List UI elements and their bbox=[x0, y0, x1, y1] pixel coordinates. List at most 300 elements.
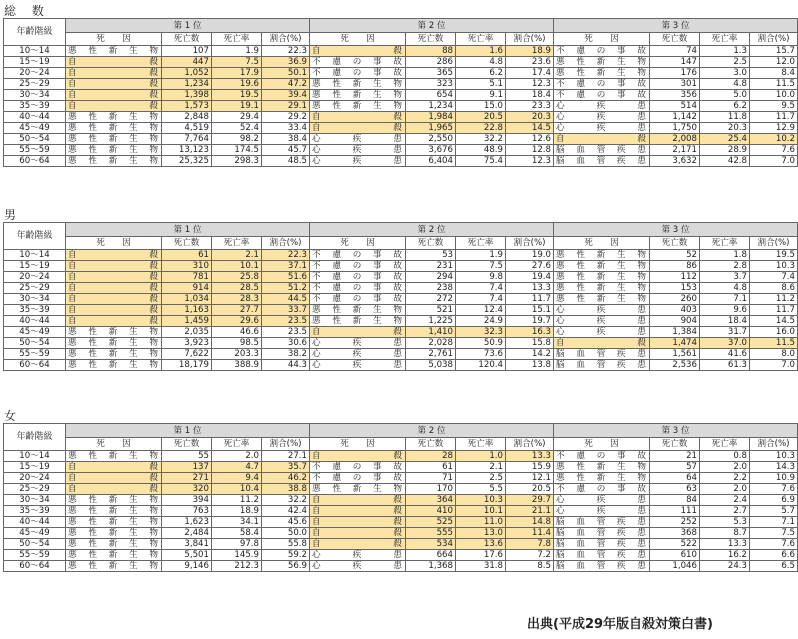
cause-cell: 自殺 bbox=[66, 79, 162, 90]
cause-cell: 自殺 bbox=[310, 517, 406, 528]
deaths-cell: 84 bbox=[650, 495, 700, 506]
table-row bbox=[4, 528, 798, 539]
share-cell: 9.5 bbox=[750, 101, 798, 112]
share-cell: 20.5 bbox=[506, 484, 554, 495]
rate-cell: 28.3 bbox=[212, 294, 262, 305]
table-row bbox=[4, 349, 798, 360]
share-cell: 10.3 bbox=[750, 261, 798, 272]
deaths-cell: 1,561 bbox=[650, 349, 700, 360]
rate-cell: 48.9 bbox=[456, 145, 506, 156]
cause-cell: 不慮の事故 bbox=[554, 484, 650, 495]
table-row bbox=[4, 294, 798, 305]
cause-cell: 脳血管疾患 bbox=[554, 539, 650, 550]
deaths-cell: 137 bbox=[162, 462, 212, 473]
table-row bbox=[4, 539, 798, 550]
cause-cell: 悪性新生物 bbox=[66, 539, 162, 550]
share-cell: 39.4 bbox=[262, 90, 310, 101]
deaths-cell: 18,179 bbox=[162, 360, 212, 371]
deaths-cell: 1,459 bbox=[162, 316, 212, 327]
deaths-cell: 2,848 bbox=[162, 112, 212, 123]
share-cell: 29.7 bbox=[506, 495, 554, 506]
section-title-male: 男 bbox=[4, 208, 23, 222]
deaths-cell: 1,984 bbox=[406, 112, 456, 123]
rate-cell: 29.4 bbox=[212, 112, 262, 123]
table-row bbox=[4, 462, 798, 473]
column-header: 死 因 bbox=[554, 33, 650, 46]
cause-cell: 悪性新生物 bbox=[554, 57, 650, 68]
table-row bbox=[4, 305, 798, 316]
rate-cell: 2.0 bbox=[700, 462, 750, 473]
cause-cell: 脳血管疾患 bbox=[554, 156, 650, 167]
share-cell: 15.1 bbox=[506, 305, 554, 316]
rank-header: 第 2 位 bbox=[310, 223, 554, 237]
cause-cell: 自殺 bbox=[310, 539, 406, 550]
deaths-cell: 2,550 bbox=[406, 134, 456, 145]
deaths-cell: 534 bbox=[406, 539, 456, 550]
deaths-cell: 64 bbox=[650, 473, 700, 484]
rate-cell: 2.1 bbox=[456, 462, 506, 473]
cause-cell: 悪性新生物 bbox=[310, 79, 406, 90]
rate-cell: 28.5 bbox=[212, 283, 262, 294]
rate-cell: 73.6 bbox=[456, 349, 506, 360]
table-row bbox=[4, 145, 798, 156]
cause-cell: 心疾患 bbox=[310, 561, 406, 572]
deaths-cell: 3,841 bbox=[162, 539, 212, 550]
deaths-cell: 394 bbox=[162, 495, 212, 506]
share-cell: 7.8 bbox=[506, 539, 554, 550]
cause-cell: 自殺 bbox=[66, 250, 162, 261]
share-cell: 38.8 bbox=[262, 484, 310, 495]
share-cell: 38.4 bbox=[262, 134, 310, 145]
rate-cell: 298.3 bbox=[212, 156, 262, 167]
rate-cell: 9.4 bbox=[212, 473, 262, 484]
column-header: 割合(%) bbox=[506, 33, 554, 46]
table-row bbox=[4, 283, 798, 294]
column-header: 死 因 bbox=[554, 438, 650, 451]
rate-cell: 9.6 bbox=[700, 305, 750, 316]
age-cell: 40～44 bbox=[4, 517, 66, 528]
rate-cell: 25.4 bbox=[700, 134, 750, 145]
cause-cell: 不慮の事故 bbox=[310, 473, 406, 484]
cause-cell: 不慮の事故 bbox=[310, 250, 406, 261]
share-cell: 37.1 bbox=[262, 261, 310, 272]
share-cell: 48.5 bbox=[262, 156, 310, 167]
column-header: 死 因 bbox=[66, 438, 162, 451]
column-header: 死亡率 bbox=[700, 237, 750, 250]
cause-cell: 自殺 bbox=[554, 134, 650, 145]
rate-cell: 2.8 bbox=[700, 261, 750, 272]
age-cell: 40～44 bbox=[4, 316, 66, 327]
column-header: 死亡率 bbox=[212, 438, 262, 451]
rate-cell: 5.0 bbox=[700, 90, 750, 101]
column-header: 死 因 bbox=[66, 33, 162, 46]
deaths-cell: 271 bbox=[162, 473, 212, 484]
age-cell: 60～64 bbox=[4, 156, 66, 167]
share-cell: 7.1 bbox=[750, 517, 798, 528]
deaths-cell: 3,923 bbox=[162, 338, 212, 349]
column-header: 割合(%) bbox=[506, 438, 554, 451]
age-cell: 20～24 bbox=[4, 272, 66, 283]
cause-cell: 自殺 bbox=[66, 316, 162, 327]
share-cell: 18.9 bbox=[506, 46, 554, 57]
deaths-cell: 9,146 bbox=[162, 561, 212, 572]
deaths-cell: 2,484 bbox=[162, 528, 212, 539]
age-cell: 55～59 bbox=[4, 145, 66, 156]
rate-cell: 11.0 bbox=[456, 517, 506, 528]
column-header: 死亡数 bbox=[650, 33, 700, 46]
deaths-cell: 86 bbox=[650, 261, 700, 272]
share-cell: 59.2 bbox=[262, 550, 310, 561]
age-cell: 30～34 bbox=[4, 294, 66, 305]
rate-cell: 1.9 bbox=[212, 46, 262, 57]
share-cell: 8.4 bbox=[750, 68, 798, 79]
cause-cell: 悪性新生物 bbox=[66, 517, 162, 528]
deaths-cell: 410 bbox=[406, 506, 456, 517]
share-cell: 15.8 bbox=[506, 338, 554, 349]
share-cell: 7.0 bbox=[750, 156, 798, 167]
rate-cell: 1.9 bbox=[456, 250, 506, 261]
column-header: 死亡数 bbox=[406, 438, 456, 451]
column-header: 死 因 bbox=[310, 438, 406, 451]
deaths-cell: 1,573 bbox=[162, 101, 212, 112]
share-cell: 27.6 bbox=[506, 261, 554, 272]
share-cell: 7.5 bbox=[750, 528, 798, 539]
cause-cell: 不慮の事故 bbox=[554, 46, 650, 57]
age-cell: 10～14 bbox=[4, 451, 66, 462]
table-row bbox=[4, 316, 798, 327]
share-cell: 29.2 bbox=[262, 112, 310, 123]
share-cell: 11.4 bbox=[506, 528, 554, 539]
cause-cell: 脳血管疾患 bbox=[554, 349, 650, 360]
share-cell: 22.3 bbox=[262, 46, 310, 57]
deaths-cell: 781 bbox=[162, 272, 212, 283]
deaths-cell: 521 bbox=[406, 305, 456, 316]
deaths-cell: 1,410 bbox=[406, 327, 456, 338]
share-cell: 7.6 bbox=[750, 145, 798, 156]
age-cell: 55～59 bbox=[4, 349, 66, 360]
cause-cell: 悪性新生物 bbox=[66, 327, 162, 338]
rate-cell: 7.4 bbox=[456, 283, 506, 294]
deaths-cell: 107 bbox=[162, 46, 212, 57]
rate-cell: 13.6 bbox=[456, 539, 506, 550]
cause-cell: 心疾患 bbox=[554, 495, 650, 506]
cause-cell: 不慮の事故 bbox=[310, 462, 406, 473]
deaths-cell: 272 bbox=[406, 294, 456, 305]
share-cell: 12.3 bbox=[506, 156, 554, 167]
cause-cell: 不慮の事故 bbox=[310, 57, 406, 68]
deaths-cell: 153 bbox=[650, 283, 700, 294]
cause-cell: 自殺 bbox=[66, 473, 162, 484]
rate-cell: 98.2 bbox=[212, 134, 262, 145]
deaths-cell: 5,038 bbox=[406, 360, 456, 371]
deaths-cell: 2,761 bbox=[406, 349, 456, 360]
table-row bbox=[4, 272, 798, 283]
cause-cell: 不慮の事故 bbox=[554, 451, 650, 462]
section-title-total: 総 数 bbox=[4, 4, 50, 18]
share-cell: 14.8 bbox=[506, 517, 554, 528]
cause-cell: 不慮の事故 bbox=[310, 294, 406, 305]
rate-cell: 37.0 bbox=[700, 338, 750, 349]
age-cell: 10～14 bbox=[4, 250, 66, 261]
rate-cell: 17.6 bbox=[456, 550, 506, 561]
column-header: 死 因 bbox=[310, 33, 406, 46]
deaths-cell: 1,384 bbox=[650, 327, 700, 338]
age-cell: 50～54 bbox=[4, 338, 66, 349]
rate-cell: 31.7 bbox=[700, 327, 750, 338]
deaths-cell: 147 bbox=[650, 57, 700, 68]
cause-cell: 心疾患 bbox=[310, 338, 406, 349]
share-cell: 14.5 bbox=[750, 316, 798, 327]
deaths-cell: 61 bbox=[162, 250, 212, 261]
deaths-cell: 57 bbox=[650, 462, 700, 473]
share-cell: 11.5 bbox=[750, 79, 798, 90]
deaths-cell: 74 bbox=[650, 46, 700, 57]
column-header: 死亡率 bbox=[456, 33, 506, 46]
rate-cell: 29.6 bbox=[212, 316, 262, 327]
share-cell: 12.8 bbox=[506, 145, 554, 156]
cause-cell: 悪性新生物 bbox=[554, 462, 650, 473]
rate-cell: 11.2 bbox=[212, 495, 262, 506]
cause-cell: 悪性新生物 bbox=[66, 528, 162, 539]
rate-cell: 11.8 bbox=[700, 112, 750, 123]
share-cell: 11.7 bbox=[750, 305, 798, 316]
share-cell: 45.6 bbox=[262, 517, 310, 528]
deaths-cell: 447 bbox=[162, 57, 212, 68]
table-row bbox=[4, 90, 798, 101]
cause-cell: 自殺 bbox=[310, 506, 406, 517]
share-cell: 19.5 bbox=[750, 250, 798, 261]
share-cell: 38.2 bbox=[262, 349, 310, 360]
rate-cell: 1.3 bbox=[700, 46, 750, 57]
age-cell: 45～49 bbox=[4, 528, 66, 539]
cause-cell: 心疾患 bbox=[310, 134, 406, 145]
share-cell: 17.4 bbox=[506, 68, 554, 79]
share-cell: 8.0 bbox=[750, 349, 798, 360]
rate-cell: 4.7 bbox=[212, 462, 262, 473]
table-male bbox=[3, 222, 798, 371]
deaths-cell: 6,404 bbox=[406, 156, 456, 167]
cause-cell: 悪性新生物 bbox=[554, 473, 650, 484]
rate-cell: 10.1 bbox=[456, 506, 506, 517]
cause-cell: 自殺 bbox=[66, 101, 162, 112]
cause-cell: 自殺 bbox=[66, 462, 162, 473]
age-cell: 50～54 bbox=[4, 134, 66, 145]
column-header: 死亡率 bbox=[700, 33, 750, 46]
rate-cell: 203.3 bbox=[212, 349, 262, 360]
share-cell: 12.3 bbox=[506, 79, 554, 90]
age-cell: 20～24 bbox=[4, 473, 66, 484]
rate-cell: 28.9 bbox=[700, 145, 750, 156]
deaths-cell: 5,501 bbox=[162, 550, 212, 561]
rate-cell: 19.5 bbox=[212, 90, 262, 101]
column-header: 割合(%) bbox=[750, 33, 798, 46]
rate-cell: 6.2 bbox=[456, 68, 506, 79]
deaths-cell: 3,676 bbox=[406, 145, 456, 156]
column-header: 割合(%) bbox=[750, 237, 798, 250]
deaths-cell: 4,519 bbox=[162, 123, 212, 134]
rank-header: 第 3 位 bbox=[554, 424, 798, 438]
share-cell: 6.5 bbox=[750, 561, 798, 572]
share-cell: 11.2 bbox=[750, 294, 798, 305]
age-cell: 35～39 bbox=[4, 305, 66, 316]
share-cell: 36.9 bbox=[262, 57, 310, 68]
rate-cell: 0.8 bbox=[700, 451, 750, 462]
column-header: 死亡率 bbox=[212, 237, 262, 250]
cause-cell: 自殺 bbox=[66, 305, 162, 316]
age-cell: 50～54 bbox=[4, 539, 66, 550]
rank-header: 第 2 位 bbox=[310, 424, 554, 438]
cause-cell: 悪性新生物 bbox=[310, 316, 406, 327]
share-cell: 50.1 bbox=[262, 68, 310, 79]
table-row bbox=[4, 495, 798, 506]
table-row bbox=[4, 123, 798, 134]
cause-cell: 心疾患 bbox=[310, 550, 406, 561]
deaths-cell: 364 bbox=[406, 495, 456, 506]
deaths-cell: 610 bbox=[650, 550, 700, 561]
cause-cell: 脳血管疾患 bbox=[554, 528, 650, 539]
rate-cell: 18.9 bbox=[212, 506, 262, 517]
share-cell: 11.7 bbox=[750, 112, 798, 123]
rate-cell: 19.6 bbox=[212, 79, 262, 90]
rank-header: 第 3 位 bbox=[554, 223, 798, 237]
age-cell: 30～34 bbox=[4, 495, 66, 506]
share-cell: 22.3 bbox=[262, 250, 310, 261]
rate-cell: 3.0 bbox=[700, 68, 750, 79]
rate-cell: 27.7 bbox=[212, 305, 262, 316]
rate-cell: 24.9 bbox=[456, 316, 506, 327]
rate-cell: 13.3 bbox=[700, 539, 750, 550]
deaths-cell: 294 bbox=[406, 272, 456, 283]
rate-cell: 5.3 bbox=[700, 517, 750, 528]
age-cell: 15～19 bbox=[4, 261, 66, 272]
cause-cell: 心疾患 bbox=[310, 156, 406, 167]
age-cell: 60～64 bbox=[4, 360, 66, 371]
deaths-cell: 664 bbox=[406, 550, 456, 561]
age-cell: 25～29 bbox=[4, 79, 66, 90]
column-header: 死亡率 bbox=[212, 33, 262, 46]
share-cell: 14.2 bbox=[506, 349, 554, 360]
cause-cell: 自殺 bbox=[66, 261, 162, 272]
rate-cell: 13.0 bbox=[456, 528, 506, 539]
rate-cell: 2.0 bbox=[212, 451, 262, 462]
cause-cell: 自殺 bbox=[310, 46, 406, 57]
cause-cell: 脳血管疾患 bbox=[554, 550, 650, 561]
share-cell: 11.7 bbox=[506, 294, 554, 305]
share-cell: 42.4 bbox=[262, 506, 310, 517]
rate-cell: 7.4 bbox=[456, 294, 506, 305]
age-cell: 35～39 bbox=[4, 506, 66, 517]
cause-cell: 自殺 bbox=[310, 528, 406, 539]
table-row bbox=[4, 327, 798, 338]
table-row bbox=[4, 250, 798, 261]
cause-cell: 心疾患 bbox=[554, 305, 650, 316]
age-header: 年齢階級 bbox=[4, 19, 66, 46]
deaths-cell: 365 bbox=[406, 68, 456, 79]
rate-cell: 25.8 bbox=[212, 272, 262, 283]
table-row bbox=[4, 261, 798, 272]
deaths-cell: 2,171 bbox=[650, 145, 700, 156]
cause-cell: 自殺 bbox=[554, 338, 650, 349]
deaths-cell: 320 bbox=[162, 484, 212, 495]
cause-cell: 悪性新生物 bbox=[66, 46, 162, 57]
table-female bbox=[3, 423, 798, 572]
cause-cell: 悪性新生物 bbox=[66, 156, 162, 167]
rate-cell: 97.8 bbox=[212, 539, 262, 550]
cause-cell: 不慮の事故 bbox=[310, 272, 406, 283]
rate-cell: 5.1 bbox=[456, 79, 506, 90]
rate-cell: 32.3 bbox=[456, 327, 506, 338]
rate-cell: 4.8 bbox=[700, 79, 750, 90]
deaths-cell: 52 bbox=[650, 250, 700, 261]
share-cell: 50.0 bbox=[262, 528, 310, 539]
rate-cell: 6.2 bbox=[700, 101, 750, 112]
deaths-cell: 1,234 bbox=[162, 79, 212, 90]
share-cell: 56.9 bbox=[262, 561, 310, 572]
share-cell: 6.9 bbox=[750, 495, 798, 506]
age-cell: 30～34 bbox=[4, 90, 66, 101]
table-row bbox=[4, 338, 798, 349]
age-cell: 40～44 bbox=[4, 112, 66, 123]
deaths-cell: 28 bbox=[406, 451, 456, 462]
deaths-cell: 914 bbox=[162, 283, 212, 294]
share-cell: 27.1 bbox=[262, 451, 310, 462]
column-header: 死亡率 bbox=[456, 237, 506, 250]
rank-header: 第 1 位 bbox=[66, 424, 310, 438]
deaths-cell: 514 bbox=[650, 101, 700, 112]
age-cell: 35～39 bbox=[4, 101, 66, 112]
cause-cell: 不慮の事故 bbox=[310, 261, 406, 272]
cause-cell: 悪性新生物 bbox=[66, 123, 162, 134]
rate-cell: 10.4 bbox=[212, 484, 262, 495]
table-row bbox=[4, 484, 798, 495]
cause-cell: 悪性新生物 bbox=[66, 349, 162, 360]
deaths-cell: 368 bbox=[650, 528, 700, 539]
rate-cell: 24.3 bbox=[700, 561, 750, 572]
rate-cell: 98.5 bbox=[212, 338, 262, 349]
cause-cell: 悪性新生物 bbox=[66, 112, 162, 123]
share-cell: 23.3 bbox=[506, 101, 554, 112]
rate-cell: 19.1 bbox=[212, 101, 262, 112]
rate-cell: 61.3 bbox=[700, 360, 750, 371]
share-cell: 10.9 bbox=[750, 473, 798, 484]
deaths-cell: 71 bbox=[406, 473, 456, 484]
rate-cell: 18.4 bbox=[700, 316, 750, 327]
share-cell: 7.0 bbox=[750, 360, 798, 371]
cause-cell: 心疾患 bbox=[310, 145, 406, 156]
share-cell: 16.0 bbox=[750, 327, 798, 338]
rate-cell: 2.5 bbox=[456, 473, 506, 484]
rate-cell: 5.5 bbox=[456, 484, 506, 495]
cause-cell: 自殺 bbox=[66, 484, 162, 495]
age-header: 年齢階級 bbox=[4, 223, 66, 250]
column-header: 死 因 bbox=[554, 237, 650, 250]
rate-cell: 15.0 bbox=[456, 101, 506, 112]
cause-cell: 悪性新生物 bbox=[66, 451, 162, 462]
rate-cell: 9.8 bbox=[456, 272, 506, 283]
share-cell: 19.7 bbox=[506, 316, 554, 327]
deaths-cell: 1,474 bbox=[650, 338, 700, 349]
column-header: 死亡数 bbox=[650, 237, 700, 250]
cause-cell: 悪性新生物 bbox=[554, 294, 650, 305]
share-cell: 12.6 bbox=[506, 134, 554, 145]
column-header: 割合(%) bbox=[262, 438, 310, 451]
share-cell: 44.5 bbox=[262, 294, 310, 305]
cause-cell: 悪性新生物 bbox=[66, 134, 162, 145]
column-header: 死亡数 bbox=[162, 237, 212, 250]
table-row bbox=[4, 451, 798, 462]
cause-cell: 悪性新生物 bbox=[66, 360, 162, 371]
cause-cell: 脳血管疾患 bbox=[554, 517, 650, 528]
